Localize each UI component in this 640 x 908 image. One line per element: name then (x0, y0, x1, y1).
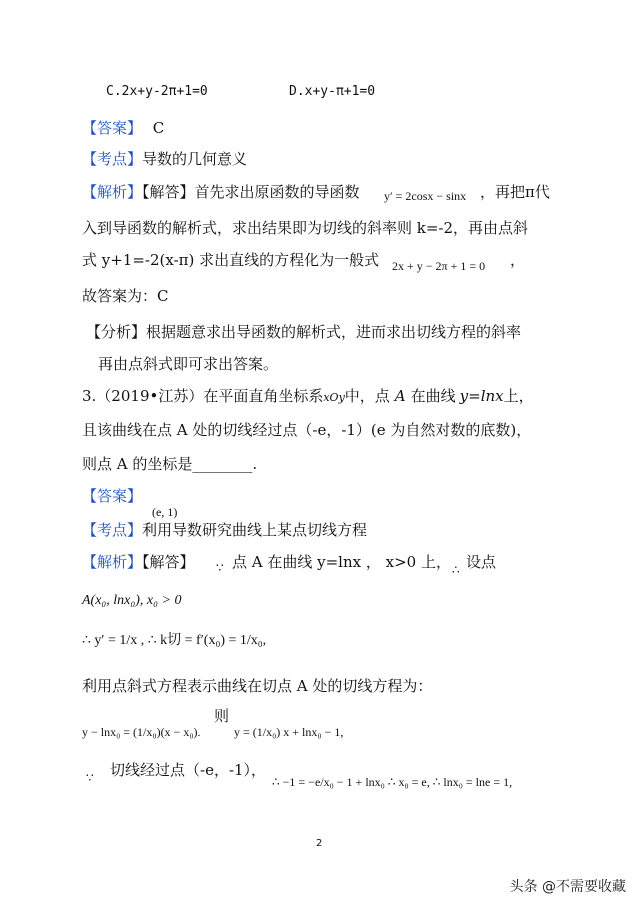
conclusion: 故答案为：C (82, 287, 169, 305)
analysis-line-1 (82, 552, 195, 572)
question-text: 上， (503, 387, 534, 405)
solution-formula: ∴ −1 = −e/x₀ − 1 + lnx₀ ∴ x₀ = e, ∴ lnx₀ = lne = 1, (272, 775, 513, 789)
jiexi-tag: 【解析】 (82, 553, 143, 571)
question-line-2: 且该曲线在点 A 处的切线经过点（-e，-1）(e 为自然对数的底数)， (82, 421, 532, 439)
analysis-text: ，再把π代 (480, 183, 550, 201)
then-label: 则 (214, 707, 230, 725)
analysis-line-1 (82, 182, 360, 202)
because-symbol: ∵ (86, 771, 94, 785)
analysis-line-3: 式 y+1=-2(x-π) 求出直线的方程化为一般式 (82, 251, 380, 269)
kaodian-row (82, 520, 367, 540)
analysis-text: ， (510, 251, 526, 269)
question-text: 在曲线 (410, 387, 456, 405)
curve-equation: y=lnx (459, 387, 504, 405)
question-text: 中，点 (344, 387, 390, 405)
answer-row (82, 118, 164, 138)
answer-tag: 【答案】 (82, 119, 143, 137)
question-line-1 (82, 386, 534, 408)
answer-row (82, 486, 142, 506)
question-text: 3.（2019•江苏）在平面直角坐标系 (82, 387, 324, 405)
fenxi-line-2: 再由点斜式即可求出答案。 (98, 355, 279, 373)
analysis-text: 设点 (466, 553, 497, 571)
kaodian-value: 导数的几何意义 (142, 150, 248, 168)
kaodian-tag: 【考点】 (82, 521, 143, 539)
because-symbol: ∵ (216, 561, 224, 575)
analysis-line-2: 入到导函数的解析式，求出结果即为切线的斜率则 k=-2，再由点斜 (82, 219, 529, 237)
kaodian-row (82, 149, 247, 169)
coord-system: xOy (323, 391, 345, 404)
fenxi-line-1 (86, 322, 521, 342)
point-a: A (394, 387, 406, 405)
page-number: 2 (316, 838, 323, 849)
analysis-text: 首先求出原函数的导函数 (194, 183, 360, 201)
analysis-text: 切线经过点（-e，-1）， (110, 761, 267, 779)
watermark: 头条 @不需要收藏 (509, 879, 626, 895)
tangent-simplified: y = (1/x₀) x + lnx₀ − 1, (234, 725, 344, 739)
answer-tag: 【答案】 (82, 487, 143, 505)
kaodian-tag: 【考点】 (82, 150, 143, 168)
fenxi-tag: 【分析】 (86, 323, 147, 341)
slope-formula: ∴ y′ = 1/x , ∴ k切 = f′(x₀) = 1/x₀, (82, 633, 267, 648)
tangent-formula: y − lnx₀ = (1/x₀)(x − x₀). (82, 725, 201, 739)
analysis-text: 利用点斜式方程表示曲线在切点 A 处的切线方程为： (82, 677, 433, 695)
kaodian-value: 利用导数研究曲线上某点切线方程 (142, 521, 368, 539)
analysis-text: 点 A 在曲线 y=lnx ， x>0 上， (232, 553, 451, 571)
jiexi-tag: 【解析】 (82, 183, 143, 201)
option-c: C.2x+y-2π+1=0 (106, 84, 208, 99)
option-d: D.x+y-π+1=0 (289, 84, 376, 99)
point-formula: A(x₀, lnx₀), x₀ > 0 (82, 593, 182, 608)
answer-value: C (152, 119, 165, 137)
derivative-formula: y′ = 2cosx − sinx (384, 189, 467, 203)
therefore-symbol: ∴ (452, 563, 460, 577)
question-line-3: 则点 A 的坐标是________. (82, 455, 258, 473)
general-form-formula: 2x + y − 2π + 1 = 0 (392, 259, 486, 273)
jieda-tag: 【解答】 (142, 183, 195, 201)
jieda-tag: 【解答】 (142, 553, 195, 571)
fenxi-text: 根据题意求出导函数的解析式，进而求出切线方程的斜率 (146, 323, 522, 341)
answer-value: (e, 1) (152, 505, 178, 519)
